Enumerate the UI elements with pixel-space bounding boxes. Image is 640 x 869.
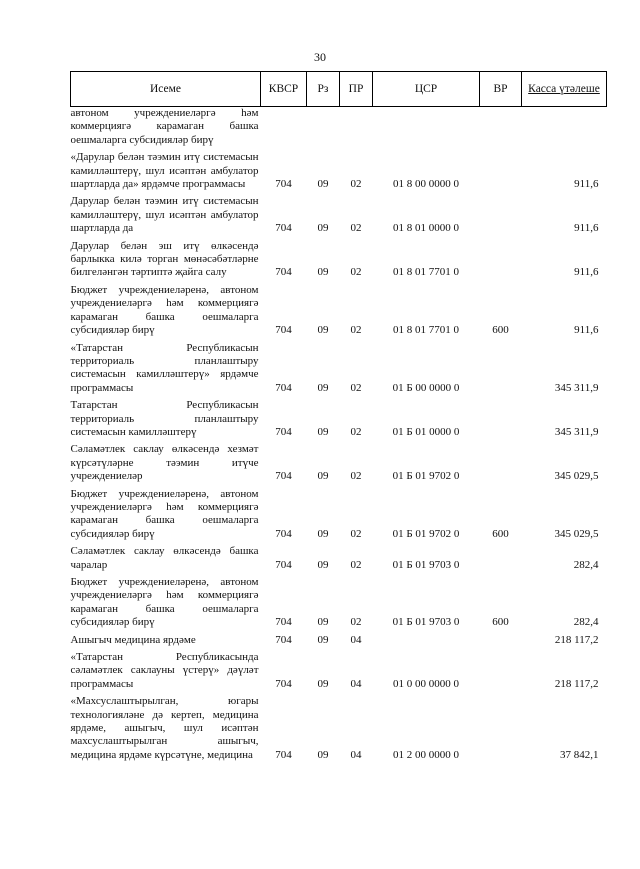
cell-kvsr: 704 <box>275 633 292 646</box>
cell-vr: 600 <box>492 527 509 540</box>
cell-name: автоном учреждениеләргә һәм коммерциягә карамаган башка оешмаларга субсидияләр бирү <box>70 107 259 146</box>
budget-execution-table <box>70 71 607 762</box>
cell-rz: 09 <box>317 616 329 629</box>
cell-rz: 09 <box>317 266 329 279</box>
cell-kvsr: 704 <box>275 470 292 483</box>
cell-csr: 01 8 00 0000 0 <box>393 178 459 191</box>
cell-csr: 01 8 01 0000 0 <box>393 222 459 235</box>
cell-vr <box>480 439 522 483</box>
cell-name: «Махсуслаштырылган, югары технологияләне дә кертеп, медицина ярдәме, ашыгыч, шул исәптән махсуслаштырылган ашыгыч, медицина ярдәме күрсәтүне, медицина <box>70 695 259 761</box>
cell-rz: 09 <box>317 425 329 438</box>
table-row <box>71 338 607 396</box>
cell-rz: 09 <box>317 178 329 191</box>
cell-kassa: 345 029,5 <box>554 527 599 540</box>
cell-csr: 01 0 00 0000 0 <box>393 677 459 690</box>
cell-vr <box>480 236 522 280</box>
cell-name: Ашыгыч медицина ярдәме <box>70 633 196 646</box>
cell-name: Бюджет учреждениеләренә, автоном учреждениеләргә һәм коммерциягә карамаган башка оешмаларга субсидияләр бирү <box>70 283 259 337</box>
cell-csr: 01 Б 01 9702 0 <box>392 470 460 483</box>
cell-kassa: 911,6 <box>574 222 599 235</box>
cell-kassa <box>522 107 607 148</box>
cell-name: Бюджет учреждениеләренә, автоном учреждениеләргә һәм коммерциягә карамаган башка оешмаларга субсидияләр бирү <box>70 487 259 540</box>
cell-name: Дарулар белән эш итү өлкәсендә барлыкка килә торган мөнәсәбәтләрне билгеләнгән тәртиптә җайга салу <box>70 239 259 279</box>
cell-rz: 09 <box>317 222 329 235</box>
cell-vr: 600 <box>492 324 509 337</box>
cell-rz <box>307 107 340 148</box>
cell-vr <box>480 338 522 396</box>
cell-vr <box>480 541 522 572</box>
cell-kassa: 282,4 <box>573 558 599 571</box>
cell-vr <box>480 147 522 191</box>
cell-rz: 09 <box>317 558 329 571</box>
cell-csr: 01 8 01 7701 0 <box>393 266 459 279</box>
cell-pr: 04 <box>350 677 362 690</box>
page-number: 30 <box>314 50 326 64</box>
table-row <box>71 439 607 483</box>
cell-name: Бюджет учреждениеләренә, автоном учреждениеләргә һәм коммерциягә карамаган башка оешмаларга субсидияләр бирү <box>70 576 259 629</box>
cell-pr: 02 <box>350 616 362 629</box>
cell-vr: 600 <box>492 616 509 629</box>
cell-pr: 02 <box>350 470 362 483</box>
column-header-vr: ВР <box>480 72 522 107</box>
cell-kassa: 218 117,2 <box>554 633 599 646</box>
cell-pr: 02 <box>350 222 362 235</box>
cell-kassa: 345 311,9 <box>554 425 599 438</box>
cell-pr: 04 <box>350 633 362 646</box>
cell-pr: 02 <box>350 178 362 191</box>
cell-rz: 09 <box>317 748 329 761</box>
cell-kvsr: 704 <box>275 266 292 279</box>
cell-rz: 09 <box>317 527 329 540</box>
cell-name: Сәламәтлек саклау өлкәсендә башка чаралар <box>70 545 259 571</box>
cell-kvsr: 704 <box>275 324 292 337</box>
table-body <box>71 107 607 763</box>
cell-rz: 09 <box>317 324 329 337</box>
cell-kassa: 911,6 <box>574 266 599 279</box>
table-row <box>71 541 607 572</box>
cell-pr: 02 <box>350 527 362 540</box>
table-row <box>71 572 607 630</box>
cell-kvsr <box>261 107 307 148</box>
cell-csr <box>373 630 480 647</box>
table-row <box>71 280 607 338</box>
cell-pr: 02 <box>350 425 362 438</box>
cell-kassa: 37 842,1 <box>560 748 599 761</box>
cell-pr: 02 <box>350 266 362 279</box>
cell-kassa: 345 029,5 <box>554 470 599 483</box>
cell-kassa: 911,6 <box>574 324 599 337</box>
cell-name: «Татарстан Республикасында сәламәтлек саклауны үстерү» дәүләт программасы <box>70 651 259 690</box>
cell-kvsr: 704 <box>275 748 292 761</box>
table-row <box>71 484 607 542</box>
cell-csr: 01 Б 01 9703 0 <box>392 616 460 629</box>
cell-csr: 01 Б 00 0000 0 <box>392 381 460 394</box>
table-row <box>71 147 607 191</box>
cell-name: Сәламәтлек саклау өлкәсендә хезмәт күрсәтүләрне тәэмин итүче учреждениеләр <box>70 443 259 483</box>
cell-kvsr: 704 <box>275 527 292 540</box>
column-header-name: Исеме <box>71 72 261 107</box>
table-row <box>71 236 607 280</box>
cell-vr <box>480 630 522 647</box>
table-row <box>71 395 607 439</box>
table-row <box>71 107 607 148</box>
cell-pr <box>340 107 373 148</box>
cell-csr: 01 Б 01 9703 0 <box>392 558 460 571</box>
cell-kvsr: 704 <box>275 222 292 235</box>
column-header-rz: Рз <box>307 72 340 107</box>
cell-name: Дарулар белән тәэмин итү системасын камилләштерү, шул исәптән амбулатор шартларда да <box>70 195 259 235</box>
column-header-kassa: Касса үтәлеше <box>522 72 607 107</box>
cell-kassa: 345 311,9 <box>554 381 599 394</box>
cell-name: Татарстан Республикасын территориаль планлаштыру системасын камилләштерү <box>70 399 259 438</box>
cell-kvsr: 704 <box>275 616 292 629</box>
cell-kvsr: 704 <box>275 558 292 571</box>
cell-rz: 09 <box>317 677 329 690</box>
table-header-row <box>71 72 607 107</box>
cell-csr: 01 Б 01 9702 0 <box>392 527 460 540</box>
cell-csr: 01 8 01 7701 0 <box>393 324 459 337</box>
cell-kassa: 911,6 <box>574 178 599 191</box>
cell-vr <box>480 647 522 691</box>
cell-csr <box>373 107 480 148</box>
cell-csr: 01 Б 01 0000 0 <box>392 425 460 438</box>
cell-vr <box>480 395 522 439</box>
cell-rz: 09 <box>317 633 329 646</box>
cell-kvsr: 704 <box>275 425 292 438</box>
cell-kassa: 282,4 <box>573 616 599 629</box>
table-row <box>71 691 607 762</box>
table-row <box>71 647 607 691</box>
cell-name: «Дарулар белән тәэмин итү системасын камилләштерү, шул исәптән амбулатор шартларда да» ярдәмче программасы <box>70 151 259 191</box>
cell-vr <box>480 191 522 235</box>
cell-rz: 09 <box>317 470 329 483</box>
cell-name: «Татарстан Республикасын территориаль планлаштыру системасын камилләштерү» ярдәмче программасы <box>70 341 259 394</box>
cell-kvsr: 704 <box>275 381 292 394</box>
cell-rz: 09 <box>317 381 329 394</box>
cell-pr: 04 <box>350 748 362 761</box>
cell-pr: 02 <box>350 324 362 337</box>
cell-kassa: 218 117,2 <box>554 677 599 690</box>
column-header-pr: ПР <box>340 72 373 107</box>
cell-vr <box>480 691 522 762</box>
column-header-csr: ЦСР <box>373 72 480 107</box>
column-header-kvsr: КВСР <box>261 72 307 107</box>
cell-kvsr: 704 <box>275 677 292 690</box>
cell-kvsr: 704 <box>275 178 292 191</box>
cell-pr: 02 <box>350 381 362 394</box>
table-row <box>71 191 607 235</box>
table-row <box>71 630 607 647</box>
cell-csr: 01 2 00 0000 0 <box>393 748 459 761</box>
cell-vr <box>480 107 522 148</box>
cell-pr: 02 <box>350 558 362 571</box>
